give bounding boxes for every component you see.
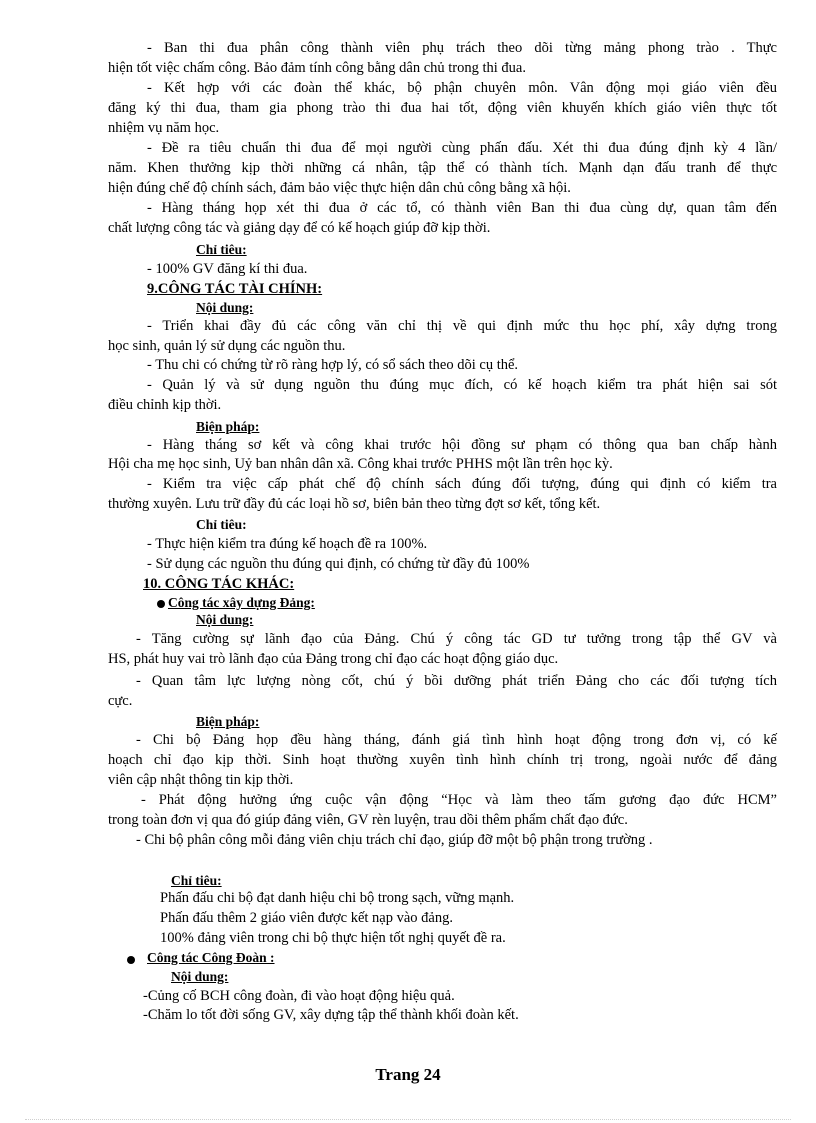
paragraph-line: -Chăm lo tốt đời sống GV, xây dựng tập thể thành khối đoàn kết.	[143, 1007, 519, 1023]
paragraph-line: nhiệm vụ năm học.	[108, 120, 220, 136]
paragraph-line: HS, phát huy vai trò lãnh đạo của Đảng trong chỉ đạo các hoạt động giáo dục.	[108, 651, 559, 667]
subheading-chi-tieu: Chỉ tiêu:	[196, 242, 247, 257]
paragraph-line: -Củng cố BCH công đoàn, đi vào hoạt động hiệu quả.	[143, 988, 455, 1004]
paragraph-line: - Hàng tháng sơ kết và công khai trước hội đồng sư phạm có thông qua ban chấp hành	[147, 437, 777, 453]
paragraph-line: hiện đúng chế độ chính sách, đảm bảo việc thực hiện dân chủ công bằng xã hội.	[108, 180, 571, 196]
paragraph-line: trong toàn đơn vị qua đó giúp đảng viên, GV rèn luyện, trau dồi thêm phẩm chất đạo đức.	[108, 812, 628, 828]
subheading-cong-doan: Công tác Công Đoàn :	[147, 950, 275, 965]
paragraph-line: đăng ký thi đua, tham gia phong trào thi đua hai tốt, động viên khuyến khích giáo viên thực tốt	[108, 100, 777, 116]
subheading-xay-dung-dang: Công tác xây dựng Đảng:	[168, 595, 315, 610]
paragraph-line: - Ban thi đua phân công thành viên phụ trách theo dõi từng mảng phong trào . Thực	[147, 40, 777, 56]
subheading-chi-tieu: Chỉ tiêu:	[196, 517, 247, 532]
page-bottom-divider	[25, 1119, 791, 1120]
paragraph-line: - Chi bộ phân công mỗi đảng viên chịu trách chỉ đạo, giúp đỡ một bộ phận trong trường .	[136, 832, 653, 848]
subheading-noi-dung: Nội dung:	[196, 300, 254, 315]
paragraph-line: - Chi bộ Đảng họp đều hàng tháng, đánh giá tình hình hoạt động trong đơn vị, có kế	[136, 732, 777, 748]
paragraph-line: hiện tốt việc chấm công. Bảo đảm tính công bằng dân chủ trong thi đua.	[108, 60, 526, 76]
paragraph-line: viên cập nhật thông tin kịp thời.	[108, 772, 294, 788]
paragraph-line: - Tăng cường sự lãnh đạo của Đảng. Chú ý công tác GD tư tưởng trong tập thể GV và	[136, 631, 777, 647]
paragraph-line: Phấn đấu chi bộ đạt danh hiệu chi bộ trong sạch, vững mạnh.	[160, 890, 515, 906]
section-heading-text: 9.CÔNG TÁC TÀI CHÍNH:	[147, 281, 323, 297]
paragraph-line: Phấn đấu thêm 2 giáo viên được kết nạp vào đảng.	[160, 910, 453, 926]
paragraph-line: - Hàng tháng họp xét thi đua ở các tổ, có thành viên Ban thi đua cùng dự, quan tâm đến	[147, 200, 777, 216]
paragraph-line: chất lượng công tác và giảng dạy để có kế hoạch giúp đỡ kịp thời.	[108, 220, 491, 236]
page-number: Trang 24	[375, 1065, 441, 1084]
paragraph-line: - Sử dụng các nguồn thu đúng qui định, có chứng từ đầy đủ 100%	[147, 556, 530, 572]
section-heading-10	[143, 574, 294, 594]
bullet-icon	[157, 600, 165, 608]
paragraph-line: - Quản lý và sử dụng nguồn thu đúng mục đích, có kế hoạch kiểm tra phát hiện sai sót	[147, 377, 777, 393]
paragraph-line: - Đề ra tiêu chuẩn thi đua để mọi người cùng phấn đấu. Xét thi đua đúng định kỳ 4 lần/	[147, 140, 777, 156]
subheading-noi-dung: Nội dung:	[171, 969, 229, 984]
section-heading-text: 10. CÔNG TÁC KHÁC:	[143, 576, 295, 592]
paragraph-line: - Triển khai đầy đủ các công văn chỉ thị về qui định mức thu học phí, xây dựng trong	[147, 318, 777, 334]
paragraph-line: 100% đảng viên trong chi bộ thực hiện tốt nghị quyết đề ra.	[160, 930, 506, 946]
paragraph-line: hoạch chỉ đạo kịp thời. Sinh hoạt thường xuyên tình hình chính trị trong, ngoài nước để đảng	[108, 752, 777, 768]
section-heading-9	[147, 279, 322, 299]
paragraph-line: - Thu chi có chứng từ rõ ràng hợp lý, có sổ sách theo dõi cụ thể.	[147, 357, 519, 373]
subheading-bien-phap: Biện pháp:	[196, 714, 260, 729]
paragraph-line: - Phát động hưởng ứng cuộc vận động “Học và làm theo tấm gương đạo đức HCM”	[141, 792, 777, 808]
paragraph-line: điều chỉnh kịp thời.	[108, 397, 222, 413]
subheading-bien-phap: Biện pháp:	[196, 419, 260, 434]
paragraph-line: - Thực hiện kiểm tra đúng kế hoạch đề ra 100%.	[147, 536, 428, 552]
bullet-icon	[127, 956, 135, 964]
paragraph-line: - Quan tâm lực lượng nòng cốt, chú ý bồi dưỡng phát triển Đảng cho các đối tượng tích	[136, 673, 777, 689]
paragraph-line: - Kiểm tra việc cấp phát chế độ chính sách đúng đối tượng, đúng qui định có kiểm tra	[147, 476, 777, 492]
paragraph-line: - Kết hợp với các đoàn thể khác, bộ phận chuyên môn. Vân động mọi giáo viên đều	[147, 80, 777, 96]
paragraph-line: Hội cha mẹ học sinh, Uỷ ban nhân dân xã. Công khai trước PHHS một lần trên học kỳ.	[108, 456, 613, 472]
paragraph-line: thường xuyên. Lưu trữ đầy đủ các loại hồ sơ, biên bản theo từng đợt sơ kết, tổng kết.	[108, 496, 601, 512]
paragraph-line: cực.	[108, 693, 133, 709]
paragraph-line: năm. Khen thưởng kịp thời những cá nhân, tập thể có thành tích. Mạnh dạn đấu tranh để thực	[108, 160, 777, 176]
paragraph-line: - 100% GV đăng kí thi đua.	[147, 261, 308, 277]
paragraph-line: học sinh, quản lý sử dụng các nguồn thu.	[108, 338, 346, 354]
subheading-chi-tieu: Chỉ tiêu:	[171, 873, 222, 888]
subheading-noi-dung: Nội dung:	[196, 612, 254, 627]
